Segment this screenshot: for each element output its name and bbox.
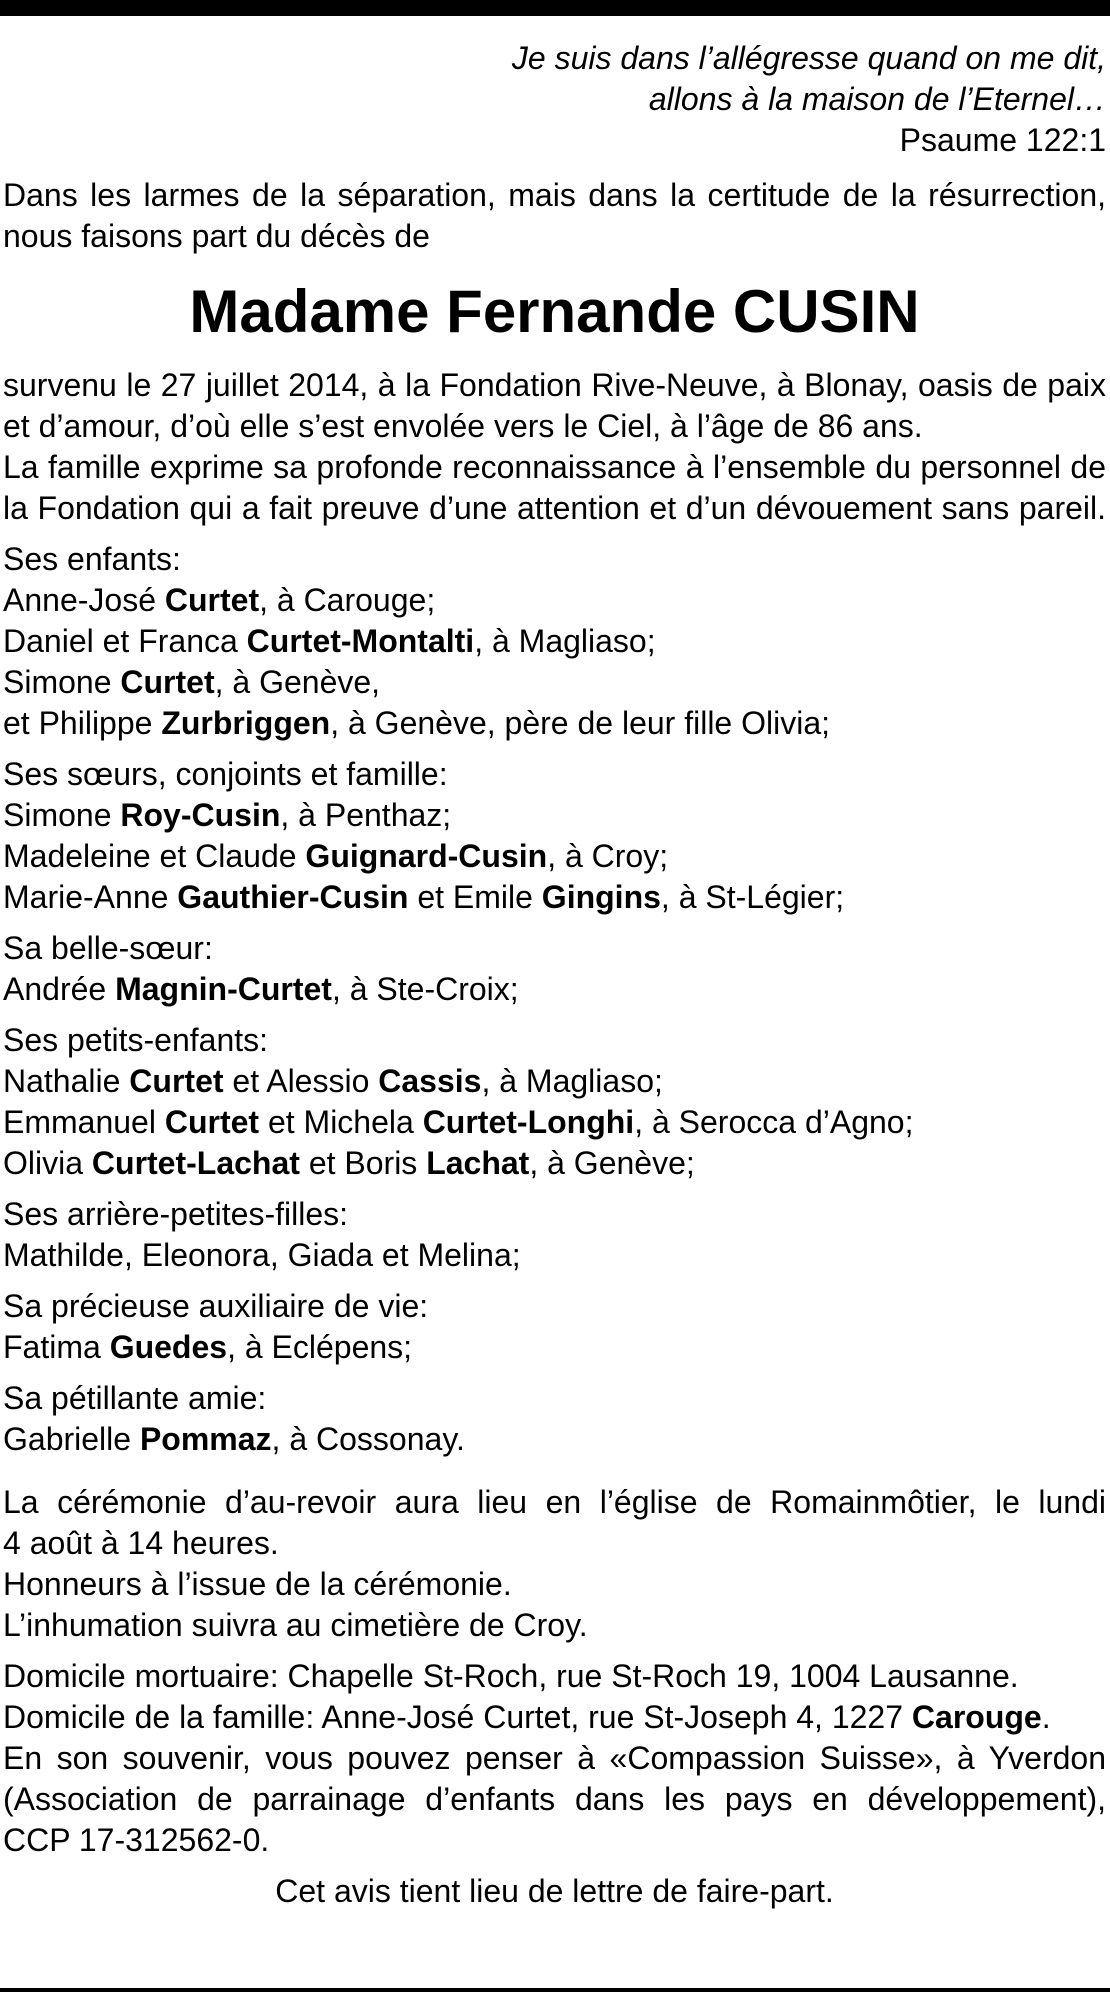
closing-statement: Cet avis tient lieu de lettre de faire-part. <box>275 1873 834 1909</box>
epigraph-reference: Psaume 122:1 <box>899 122 1106 158</box>
ceremony-line-2: 4 août à 14 heures. <box>3 1525 279 1561</box>
connector: et Boris <box>299 1145 427 1181</box>
location: , à Penthaz; <box>280 797 452 833</box>
given-name: Simone <box>3 664 121 700</box>
family-name: Curtet <box>120 664 215 700</box>
family-name: Curtet-Montalti <box>246 623 475 659</box>
location: , à Serocca d’Agno; <box>634 1104 914 1140</box>
donation-line-3: CCP 17-312562-0. <box>3 1822 270 1858</box>
family-name: Magnin-Curtet <box>115 971 332 1007</box>
donation-line-2: (Association de parrainage d’enfants dans les pays en développement), <box>3 1781 1106 1817</box>
location: , à Magliaso; <box>474 623 656 659</box>
top-border-rule <box>0 0 1110 16</box>
family-address-end: . <box>1041 1699 1051 1735</box>
closing-section <box>3 1871 1106 1912</box>
family-name: Lachat <box>426 1145 530 1181</box>
connector: et Michela <box>259 1104 423 1140</box>
obituary-notice <box>3 38 1106 1912</box>
children-section <box>3 539 1106 744</box>
location: , à Magliaso; <box>481 1063 663 1099</box>
given-name: Nathalie <box>3 1063 130 1099</box>
family-member-line <box>3 662 1106 703</box>
ceremony-line-3: Honneurs à l’issue de la cérémonie. <box>3 1566 512 1602</box>
friend-section <box>3 1378 1106 1460</box>
given-name: Gabrielle <box>3 1421 140 1457</box>
family-member-line <box>3 969 1106 1010</box>
family-name: Gingins <box>541 879 661 915</box>
epigraph-line-2: allons à la maison de l’Eternel… <box>648 81 1106 117</box>
given-name: et Philippe <box>3 705 162 741</box>
great-granddaughters-names: Mathilde, Eleonora, Giada et Melina; <box>3 1237 521 1273</box>
addresses-section <box>3 1656 1106 1861</box>
given-name: Fatima <box>3 1329 110 1365</box>
family-name: Gauthier-Cusin <box>177 879 409 915</box>
family-name: Curtet <box>129 1063 224 1099</box>
deceased-name: Madame Fernande CUSIN <box>189 278 920 345</box>
caregiver-heading: Sa précieuse auxiliaire de vie: <box>3 1288 429 1324</box>
location: , à Genève; <box>529 1145 695 1181</box>
family-name: Roy-Cusin <box>120 797 281 833</box>
friend-heading: Sa pétillante amie: <box>3 1380 267 1416</box>
given-name: Madeleine et Claude <box>3 838 306 874</box>
great-granddaughters-heading: Ses arrière-petites-filles: <box>3 1196 348 1232</box>
given-name: Olivia <box>3 1145 92 1181</box>
family-member-line <box>3 1327 1106 1368</box>
location: , à St-Légier; <box>660 879 845 915</box>
family-name: Guignard-Cusin <box>305 838 548 874</box>
intro-paragraph <box>3 175 1106 257</box>
family-member-line <box>3 580 1106 621</box>
family-name: Cassis <box>378 1063 482 1099</box>
caregiver-section <box>3 1286 1106 1368</box>
mortuary-address: Domicile mortuaire: Chapelle St-Roch, rue St-Roch 19, 1004 Lausanne. <box>3 1658 1019 1694</box>
death-notice-line-1: survenu le 27 juillet 2014, à la Fondation Rive-Neuve, à Blonay, oasis de paix <box>3 367 1106 403</box>
family-name: Pommaz <box>139 1421 272 1457</box>
sisters-heading: Ses sœurs, conjoints et famille: <box>3 756 448 792</box>
location: , à Croy; <box>547 838 669 874</box>
family-name: Curtet <box>164 1104 260 1140</box>
grandchildren-section <box>3 1020 1106 1184</box>
family-address-city: Carouge <box>911 1699 1042 1735</box>
bottom-border-rule <box>0 1988 1110 1992</box>
family-member-line <box>3 1143 1106 1184</box>
donation-line-1: En son souvenir, vous pouvez penser à «Compassion Suisse», à Yverdon <box>3 1740 1106 1776</box>
connector: et Emile <box>408 879 542 915</box>
death-notice-paragraph <box>3 365 1106 529</box>
family-name: Curtet-Lachat <box>91 1145 300 1181</box>
grandchildren-heading: Ses petits-enfants: <box>3 1022 269 1058</box>
death-notice-line-4: la Fondation qui a fait preuve d’une attention et d’un dévouement sans pareil. <box>3 490 1106 526</box>
family-name: Zurbriggen <box>161 705 331 741</box>
given-name: Andrée <box>3 971 116 1007</box>
family-address-text: Domicile de la famille: Anne-José Curtet, rue St-Joseph 4, 1227 <box>3 1699 912 1735</box>
intro-line-1: Dans les larmes de la séparation, mais dans la certitude de la résurrection, <box>3 177 1106 213</box>
family-member-line <box>3 703 1106 744</box>
location: , à Ste-Croix; <box>331 971 519 1007</box>
epigraph <box>3 38 1106 161</box>
great-granddaughters-section <box>3 1194 1106 1276</box>
given-name: Simone <box>3 797 121 833</box>
family-address <box>3 1697 1106 1738</box>
family-member-line <box>3 1061 1106 1102</box>
family-member-line <box>3 877 1106 918</box>
location: , à Genève, <box>214 664 381 700</box>
location: , à Carouge; <box>259 582 436 618</box>
family-name: Curtet <box>164 582 260 618</box>
location: , à Genève, père de leur fille Olivia; <box>330 705 831 741</box>
family-member-line <box>3 795 1106 836</box>
given-name: Daniel et Franca <box>3 623 247 659</box>
location: , à Cossonay. <box>271 1421 465 1457</box>
family-name: Guedes <box>109 1329 228 1365</box>
intro-line-2: nous faisons part du décès de <box>3 218 430 254</box>
sisters-section <box>3 754 1106 918</box>
connector: et Alessio <box>223 1063 379 1099</box>
given-name: Emmanuel <box>3 1104 165 1140</box>
ceremony-section <box>3 1482 1106 1646</box>
death-notice-line-3: La famille exprime sa profonde reconnaissance à l’ensemble du personnel de <box>3 449 1106 485</box>
location: , à Eclépens; <box>227 1329 413 1365</box>
sister-in-law-section <box>3 928 1106 1010</box>
family-member-line <box>3 1419 1106 1460</box>
children-heading: Ses enfants: <box>3 541 181 577</box>
ceremony-line-1: La cérémonie d’au-revoir aura lieu en l’église de Romainmôtier, le lundi <box>3 1484 1106 1520</box>
sister-in-law-heading: Sa belle-sœur: <box>3 930 213 966</box>
given-name: Marie-Anne <box>3 879 178 915</box>
death-notice-line-2: et d’amour, d’où elle s’est envolée vers le Ciel, à l’âge de 86 ans. <box>3 408 923 444</box>
family-member-line <box>3 1102 1106 1143</box>
epigraph-line-1: Je suis dans l’allégresse quand on me dit, <box>511 40 1106 76</box>
family-member-line <box>3 836 1106 877</box>
ceremony-line-4: L’inhumation suivra au cimetière de Croy. <box>3 1607 588 1643</box>
family-member-line <box>3 621 1106 662</box>
family-name: Curtet-Longhi <box>422 1104 635 1140</box>
given-name: Anne-José <box>3 582 165 618</box>
